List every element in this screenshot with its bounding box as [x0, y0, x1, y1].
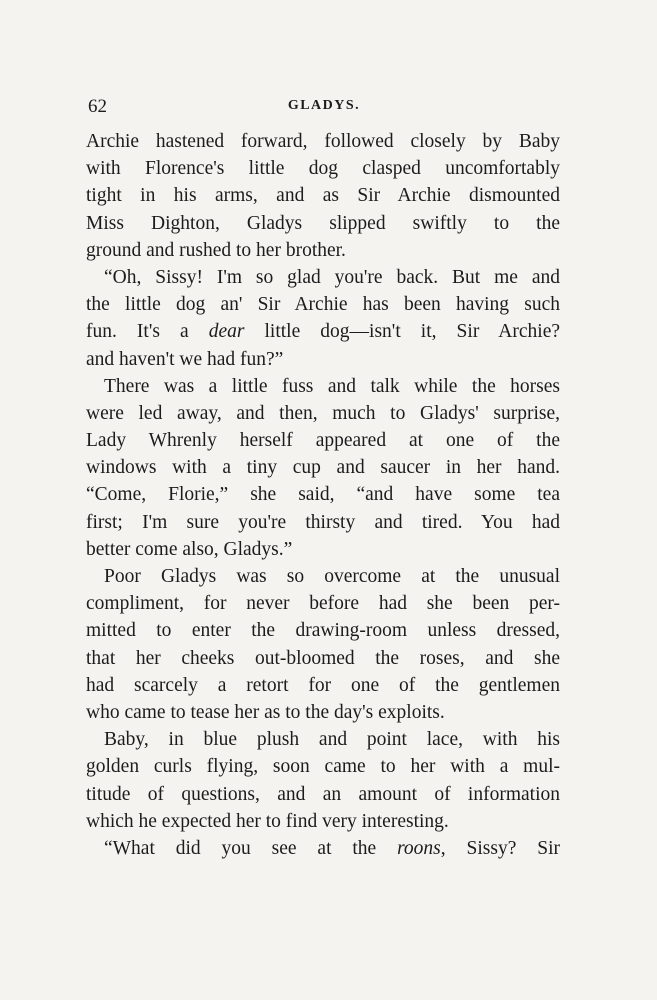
text-line	[86, 835, 560, 862]
italic-word: roons	[397, 837, 441, 859]
text-line: with Florence's little dog clasped uncomfortably	[86, 158, 560, 180]
text-run: little dog—isn't it, Sir Archie?	[244, 321, 560, 343]
paragraph	[86, 726, 560, 835]
text-line: that her cheeks out-bloomed the roses, and she	[86, 647, 560, 669]
text-run: , Sissy? Sir	[440, 837, 560, 859]
page-number: 62	[88, 96, 107, 117]
text-line: titude of questions, and an amount of information	[86, 783, 560, 805]
text-line: had scarcely a retort for one of the gentlemen	[86, 674, 560, 696]
text-line: ground and rushed to her brother.	[86, 239, 346, 261]
text-line: “Oh, Sissy! I'm so glad you're back. But me and	[104, 266, 560, 288]
paragraph	[86, 264, 560, 373]
text-line: windows with a tiny cup and saucer in her hand.	[86, 457, 560, 479]
running-head: GLADYS.	[287, 98, 361, 113]
text-line: Archie hastened forward, followed closely by Baby	[86, 131, 560, 152]
text-line: Lady Whrenly herself appeared at one of the	[86, 430, 560, 452]
text-run: fun. It's a	[86, 321, 209, 343]
text-line: Miss Dighton, Gladys slipped swiftly to the	[86, 212, 560, 234]
text-line	[86, 318, 560, 345]
text-line: and haven't we had fun?”	[86, 348, 284, 370]
text-line: which he expected her to find very interesting.	[86, 810, 449, 832]
paragraph	[86, 373, 560, 563]
text-line: were led away, and then, much to Gladys' surprise,	[86, 402, 560, 424]
text-line: first; I'm sure you're thirsty and tired. You had	[86, 511, 560, 533]
text-line: Poor Gladys was so overcome at the unusual	[104, 566, 560, 587]
text-line: There was a little fuss and talk while the horses	[104, 375, 560, 397]
text-run: “What did you see at the	[104, 837, 398, 859]
paragraph	[86, 128, 560, 264]
paragraph	[86, 563, 560, 726]
text-line: tight in his arms, and as Sir Archie dismounted	[86, 185, 560, 207]
text-line: mitted to enter the drawing-room unless dressed,	[86, 620, 560, 642]
text-line: “Come, Florie,” she said, “and have some tea	[86, 484, 560, 506]
body-text	[86, 128, 560, 862]
text-line: the little dog an' Sir Archie has been having such	[86, 294, 560, 316]
text-line: compliment, for never before had she been per-	[86, 593, 560, 615]
text-line: better come also, Gladys.”	[86, 538, 293, 560]
text-line: Baby, in blue plush and point lace, with his	[104, 729, 560, 751]
text-line: golden curls flying, soon came to her with a mul-	[86, 756, 560, 778]
page-header	[88, 96, 560, 120]
paragraph	[86, 835, 560, 862]
text-line: who came to tease her as to the day's exploits.	[86, 701, 445, 723]
italic-word: dear	[208, 321, 245, 343]
